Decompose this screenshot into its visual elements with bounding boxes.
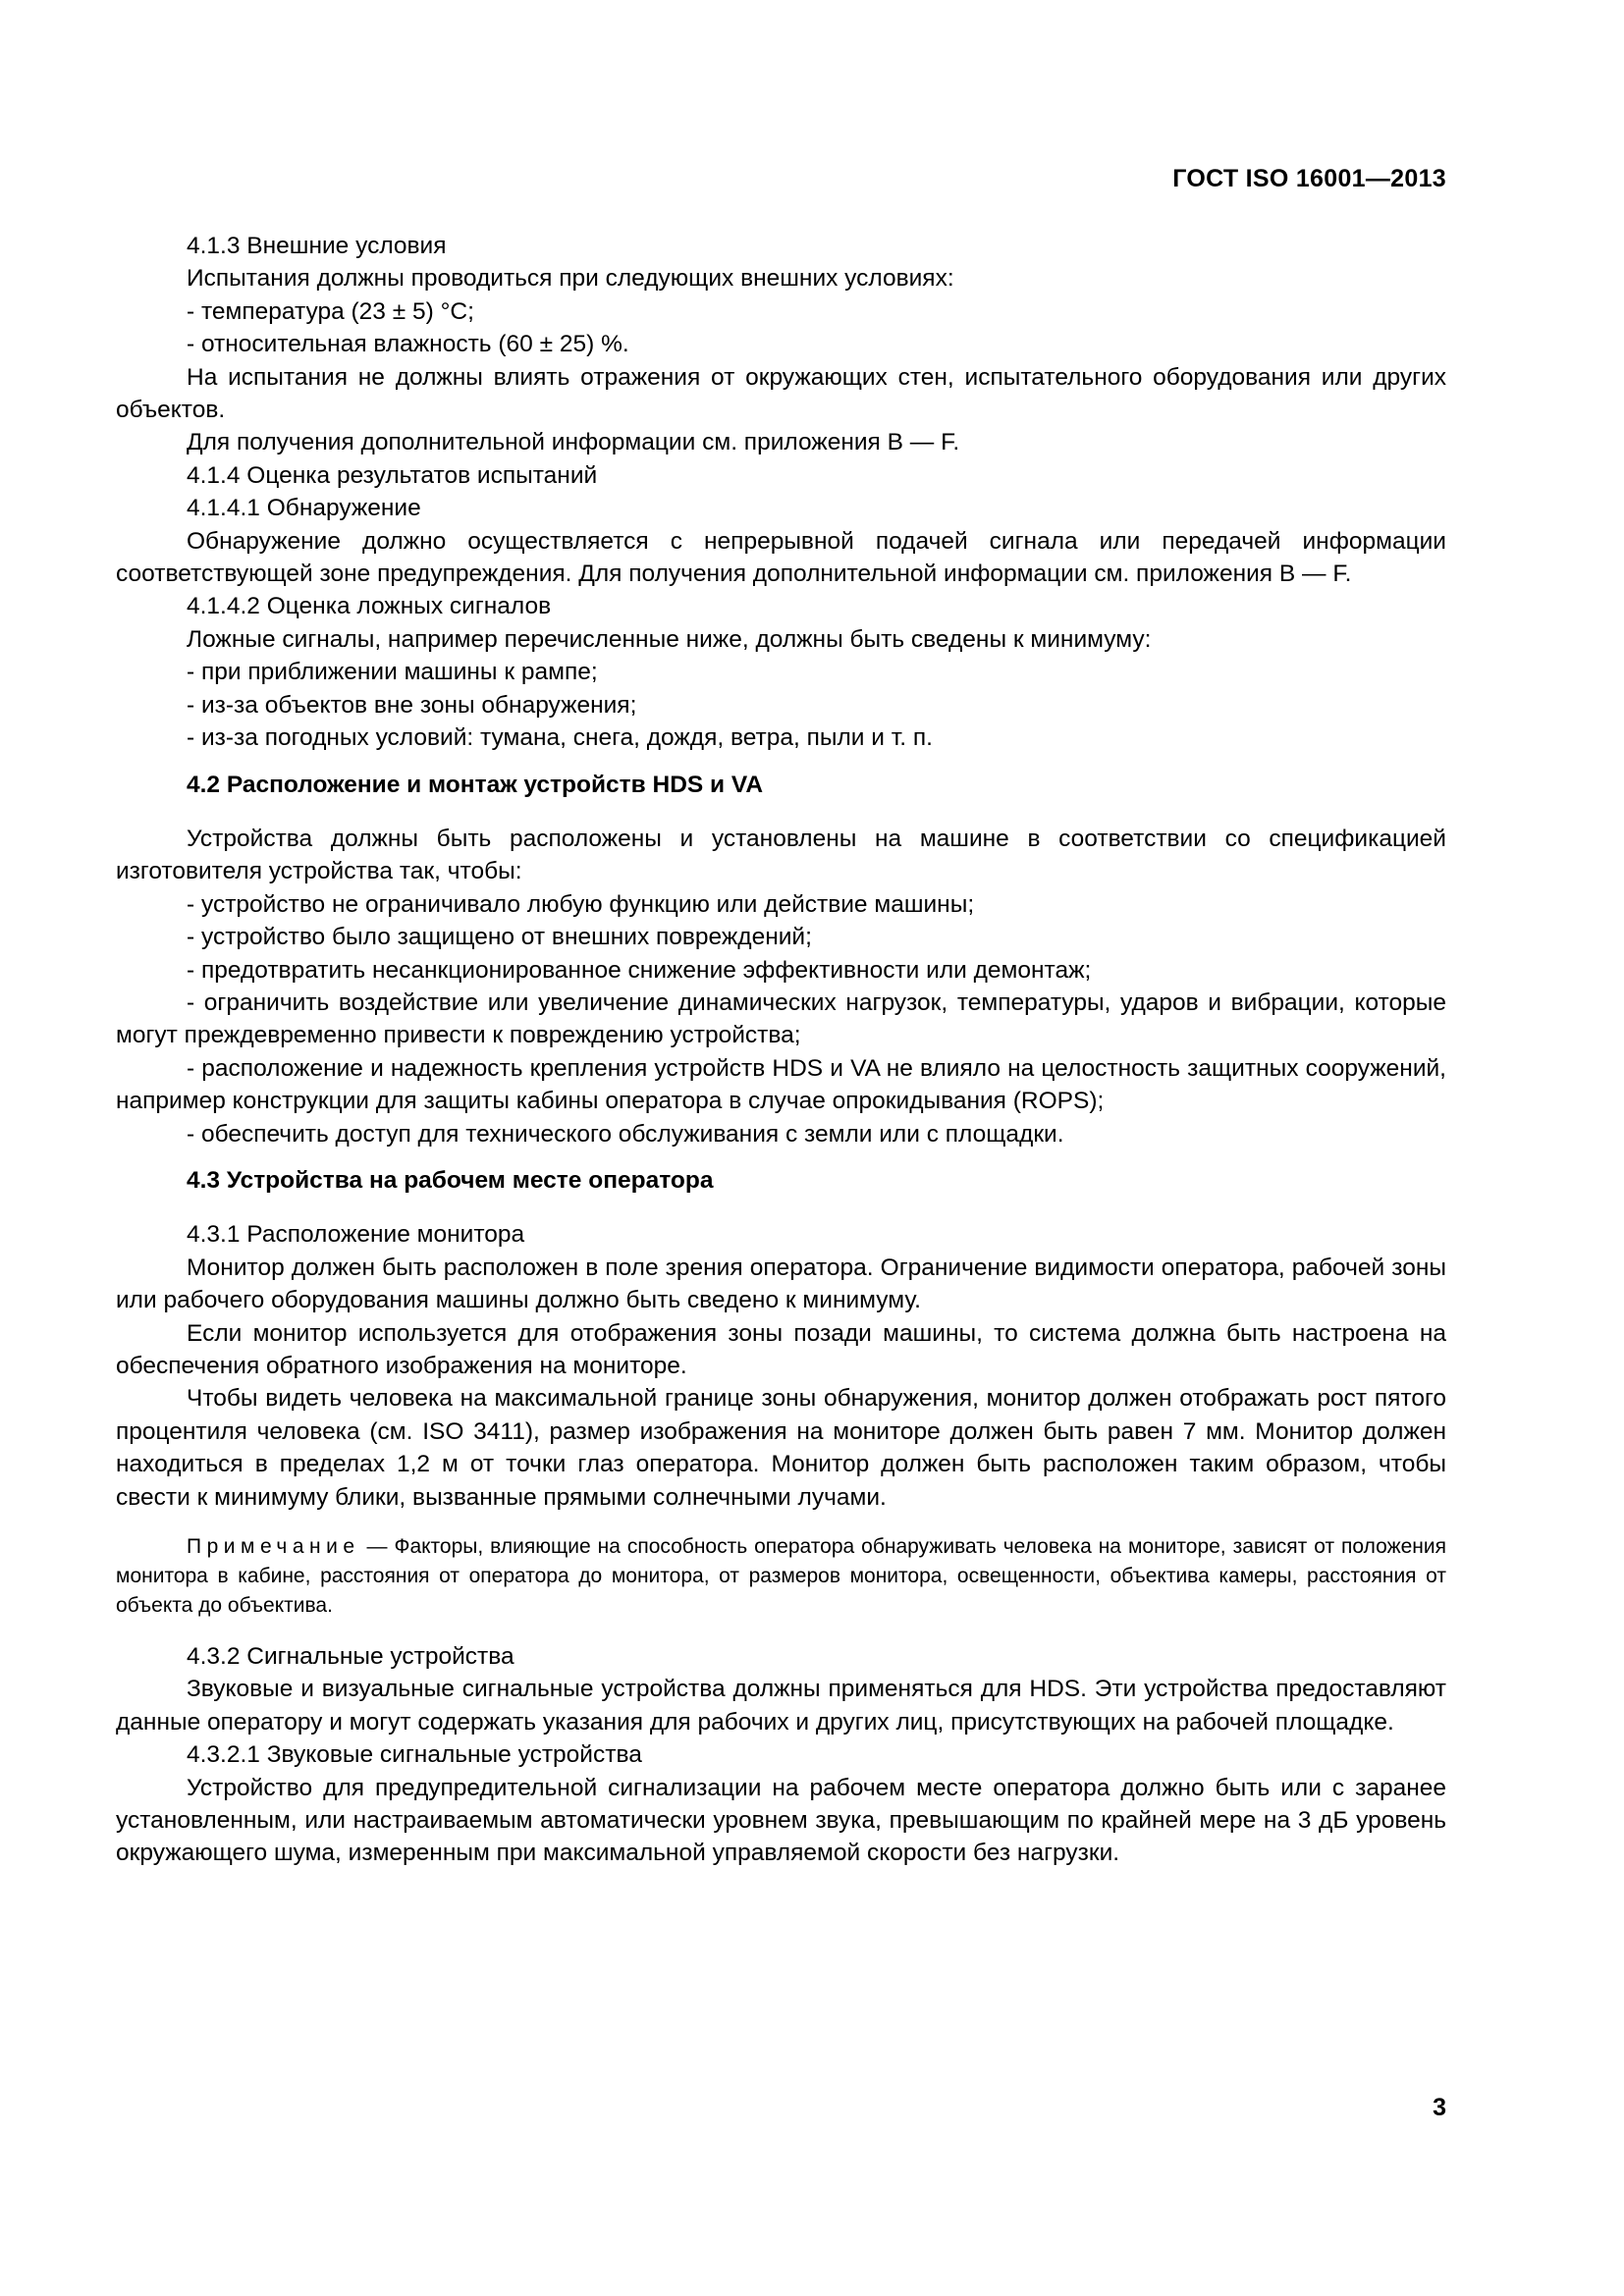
list-item: - предотвратить несанкционированное снижение эффективности или демонтаж; (187, 956, 1092, 984)
list-item: - устройство было защищено от внешних повреждений; (187, 924, 812, 951)
paragraph: Устройства должны быть расположены и установлены на машине в соответствии со спецификацией изготовителя устройства так, чтобы: (116, 825, 1446, 885)
list-item: - из-за объектов вне зоны обнаружения; (187, 691, 637, 719)
list-item: - устройство не ограничивало любую функцию или действие машины; (187, 890, 975, 918)
list-item: - из-за погодных условий: тумана, снега, дождя, ветра, пыли и т. п. (187, 724, 933, 752)
clause-4-1-4-title: 4.1.4 Оценка результатов испытаний (187, 461, 598, 489)
list-item: - ограничить воздействие или увеличение динамических нагрузок, температуры, ударов и вибрации, которые могут преждевременно привести к повреждению устройства; (116, 988, 1446, 1049)
paragraph: Звуковые и визуальные сигнальные устройства должны применяться для HDS. Эти устройства предоставляют данные оператору и могут содержать указания для рабочих и других лиц, присутствующих на рабочей площадке. (116, 1676, 1446, 1735)
document-code-header: ГОСТ ISO 16001—2013 (1172, 165, 1446, 192)
clause-4-3-2-1-title: 4.3.2.1 Звуковые сигнальные устройства (187, 1741, 642, 1769)
paragraph: Монитор должен быть расположен в поле зрения оператора. Ограничение видимости оператора, рабочей зоны или рабочего оборудования машины должно быть сведено к минимуму. (116, 1254, 1446, 1314)
paragraph: На испытания не должны влиять отражения от окружающих стен, испытательного оборудования или других объектов. (116, 363, 1446, 424)
paragraph: Ложные сигналы, например перечисленные ниже, должны быть сведены к минимуму: (187, 625, 1152, 653)
paragraph: Если монитор используется для отображения зоны позади машины, то система должна быть настроена на обеспечения обратного изображения на мониторе. (116, 1319, 1446, 1379)
paragraph: Чтобы видеть человека на максимальной границе зоны обнаружения, монитор должен отображать рост пятого процентиля человека (см. ISO 3411), размер изображения на мониторе должен быть равен 7 мм. Монитор должен находиться в пределах 1,2 м от точки глаз оператора. Монитор должен быть расположен таким образом, чтобы свести к минимуму блики, вызванные прямыми солнечными лучами. (116, 1385, 1446, 1511)
section-4-2-heading: 4.2 Расположение и монтаж устройств HDS и VA (187, 771, 764, 798)
note (116, 1532, 1446, 1621)
list-item: - температура (23 ± 5) °C; (187, 297, 474, 325)
clause-4-1-3-title: 4.1.3 Внешние условия (187, 233, 447, 259)
note-label: Примечание (187, 1535, 360, 1559)
list-item: - относительная влажность (60 ± 25) %. (187, 331, 629, 358)
paragraph: Для получения дополнительной информации см. приложения В — F. (187, 429, 960, 456)
note-text: — Факторы, влияющие на способность оператора обнаруживать человека на мониторе, зависят от положения монитора в кабине, расстояния от оператора до монитора, от размеров монитора, освещенности, объектива камеры, расстояния от объекта до объектива. (116, 1535, 1446, 1618)
paragraph: Обнаружение должно осуществляется с непрерывной подачей сигнала или передачей информации соответствующей зоне предупреждения. Для получения дополнительной информации см. приложения В — F. (116, 527, 1446, 588)
page-number: 3 (1433, 2094, 1446, 2121)
document-body (116, 230, 1446, 1870)
clause-4-1-4-1-title: 4.1.4.1 Обнаружение (187, 495, 421, 522)
clause-4-3-1-title: 4.3.1 Расположение монитора (187, 1221, 525, 1249)
section-4-3-heading: 4.3 Устройства на рабочем месте оператора (187, 1166, 714, 1194)
list-item: - расположение и надежность крепления устройств HDS и VA не влияло на целостность защитных сооружений, например конструкции для защиты кабины оператора в случае опрокидывания (ROPS); (116, 1054, 1446, 1115)
paragraph: Испытания должны проводиться при следующих внешних условиях: (187, 265, 954, 293)
clause-4-1-4-2-title: 4.1.4.2 Оценка ложных сигналов (187, 593, 552, 620)
list-item: - обеспечить доступ для технического обслуживания с земли или с площадки. (187, 1120, 1064, 1148)
paragraph: Устройство для предупредительной сигнализации на рабочем месте оператора должно быть или с заранее установленным, или настраиваемым автоматически уровнем звука, превышающим по крайней мере на 3 дБ уровень окружающего шума, измеренным при максимальной управляемой скорости без нагрузки. (116, 1774, 1446, 1867)
list-item: - при приближении машины к рампе; (187, 659, 598, 686)
clause-4-3-2-title: 4.3.2 Сигнальные устройства (187, 1643, 514, 1671)
